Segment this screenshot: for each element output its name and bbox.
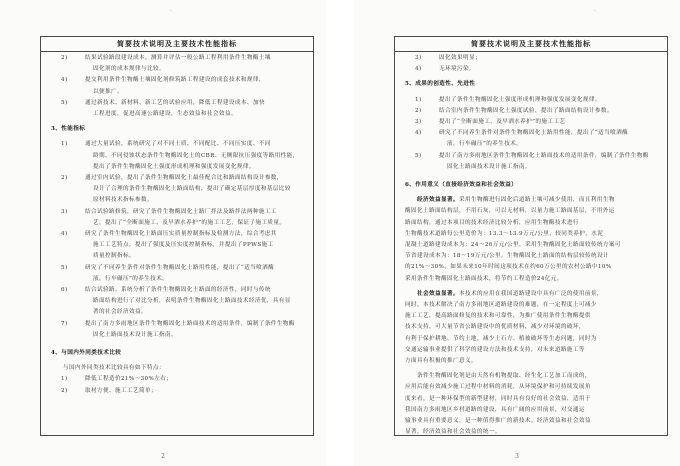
- paragraph-text: 条件生物酶固化剂是由天然有机物提取、经生化工艺加工而成的，: [417, 373, 591, 380]
- page-frame: [394, 36, 668, 436]
- item-text-line: 以便推广。: [93, 88, 123, 95]
- item-text-line: 取材方便、施工工艺简单；: [85, 387, 157, 394]
- paragraph-line: [405, 371, 659, 382]
- paragraph-line: [405, 289, 659, 300]
- item-text-line: 研究了条件生物酶固化土路面压实质量控制指标及检测方法，综合考虑其: [85, 231, 277, 238]
- paragraph-line: [405, 334, 659, 345]
- item-text-line: 路面结构进行了对比分析，表明条件生物酶固化土路面技术经济优，具有显: [93, 298, 291, 305]
- item-number: 2): [415, 107, 422, 114]
- item-number: 5): [61, 264, 68, 271]
- paragraph-text: 有利于保护耕地、节约土地，减少土石方、植被破坏等生态问题，同时为: [405, 335, 597, 342]
- paragraph-text: 本技术的应用在我国道路建设中具有广泛的使用前景，: [458, 290, 603, 297]
- item-text-line: 降低工程造价21%～30%左右；: [85, 376, 173, 383]
- list-item: [51, 374, 305, 385]
- list-item: [405, 95, 659, 106]
- item-text-line: 液，行车碾压”的养生技术。: [447, 141, 523, 148]
- item-text-line: 液，行车碾压”的养生技术。: [93, 275, 169, 282]
- paragraph-line: [405, 240, 659, 251]
- item-number: 2): [61, 55, 68, 61]
- list-item: [405, 53, 659, 64]
- list-item: [405, 151, 659, 173]
- paragraph-text: 方面具有积极的推广意义。: [405, 358, 477, 365]
- list-item: [51, 173, 305, 207]
- paragraph-line: [405, 427, 659, 435]
- list-item: [405, 117, 659, 128]
- paragraph-line: [405, 229, 659, 240]
- paragraph-text: 显著，经济效益和社会效益的统一。: [405, 429, 501, 435]
- item-number: 5): [61, 99, 68, 106]
- item-text-line: 研究了不同养生条件对条件生物酶固化土路用性能，提出了“适当喷洒酶: [439, 130, 629, 137]
- item-text-line: 固化土路面技术设计施工指南。: [93, 331, 177, 338]
- item-text-line: 提交利用条件生物酶土壤固化剂修筑路工程建设的成套技术和规律，: [85, 77, 265, 84]
- paragraph-line: [405, 394, 659, 405]
- item-text-line: 固化剂的成本规律与比较。: [93, 66, 165, 73]
- intro-items: [405, 53, 659, 75]
- item-number: 3): [415, 119, 422, 126]
- paragraph-text: 生物酶技术道路每公里造价为：13.3～13.9万元/公里，较同类养护，水泥: [405, 230, 604, 237]
- section-3-items: [51, 139, 305, 341]
- list-item: [405, 128, 659, 150]
- paragraph-line: [405, 322, 659, 333]
- paragraph-text: 节省建设成本为：18～19万元/公里。生物酶固化土路面的结构层较传统设计: [405, 253, 609, 260]
- paragraph-line: [405, 416, 659, 427]
- page-top-mark: ·: [170, 8, 172, 15]
- item-text-line: 龄期、不同侵蚀状态条件生物酶固化土的CBR、无侧限抗压强度等路用性能，: [93, 152, 299, 159]
- paragraph-line: [405, 382, 659, 393]
- list-item: [51, 53, 305, 75]
- list-item: [405, 106, 659, 117]
- paragraph-text: 同时，本技术解决了南方多雨地区道路建设的难题，在一定程度上可减少: [405, 302, 597, 309]
- section-3-title: 3、性能指标: [51, 126, 86, 133]
- paragraph-text: 混凝土道路建设成本为：24～26万元/公里，采用生物酶固化土路面较传统方案可: [405, 242, 621, 249]
- list-item: [51, 229, 305, 263]
- item-text-line: 提出了条件生物酶固化土强度形成机理和强度发展变化规律。: [93, 163, 255, 170]
- document-page-left: [0, 0, 326, 466]
- item-text-line: 艺，提出了“全断面施工、及早洒水养护”的施工工艺，保证了施工质量。: [93, 219, 286, 226]
- section-5-items: [405, 95, 659, 173]
- item-text-line: 无环境污染。: [439, 66, 475, 73]
- item-number: 1): [415, 96, 422, 103]
- paragraph-line: [405, 274, 659, 285]
- paragraph-line: [405, 262, 659, 273]
- paragraph-line: [405, 356, 659, 367]
- item-number: 5): [415, 152, 422, 159]
- item-number: 2): [61, 387, 68, 394]
- section-4-items: [51, 374, 305, 396]
- list-item: [51, 386, 305, 397]
- item-number: 4): [61, 231, 68, 238]
- item-text-line: 提出了条件生物酶固化土强度形成机理和强度发展变化规律。: [439, 96, 601, 103]
- paragraph-line: [405, 218, 659, 229]
- paragraph-text: 的21%～30%，如果未来10年时间这项技术在约60万公里的农村公路中10%: [405, 264, 612, 271]
- list-item: [51, 207, 305, 229]
- page-body: [51, 53, 305, 435]
- item-text-line: 通过新技术、新材料、新工艺的试验应用，降低工程建设成本、加快: [85, 99, 265, 106]
- page-header-title: 简要技术说明及主要技术性能指标: [395, 37, 667, 52]
- paragraph-text: 应用后能有效减少施工过程中材料的消耗，从环境保护和可持续发展角: [405, 384, 591, 391]
- paragraph-text: 我国南方多雨地区乡村道路的建设，具有广阔的应用前景，对交通运: [405, 406, 585, 413]
- item-text-line: 提出了南方多雨地区条件生物酶固化土路面技术的适用条件，编制了条件生物酶: [439, 152, 649, 159]
- item-number: 3): [61, 208, 68, 215]
- paragraph-line: [405, 251, 659, 262]
- item-number: 3): [415, 55, 422, 61]
- paragraph-line: [405, 311, 659, 322]
- paragraph-text: 施工工艺，提高路面修复的技术和可靠性，为推广使用条件生物酶提供: [405, 313, 591, 320]
- list-item: [51, 319, 305, 341]
- section-6-title: 6、作用意义（直接经济效益和社会效益）: [405, 182, 518, 189]
- item-number: 4): [415, 130, 422, 137]
- paragraph-lead-label: 社会效益显著。: [417, 290, 459, 297]
- item-text-line: 固化效果明显；: [439, 55, 481, 61]
- item-number: 1): [61, 141, 68, 148]
- item-text-line: 结合试验路修筑，研究了条件生物酶固化土路厂拌法及路拌法两种施工工: [85, 208, 277, 215]
- item-text-line: 质量控制指标。: [93, 253, 135, 260]
- item-text-line: 结果试验路段建设成本，测算并评估一般公路工程利用条件生物酶土壤: [85, 55, 271, 61]
- section-4-intro: 与国内外同类技术比较具有如下特点：: [63, 365, 165, 372]
- item-text-line: 设计了合理的条件生物酶固化土路面结构，提出了确定基层厚度和基层比较: [93, 186, 291, 193]
- item-text-line: 研究了不同养生条件对条件生物酶固化土路用性能，提出了“适当喷洒酶: [85, 264, 275, 271]
- section-4-title: 4、与国内外同类技术比较: [51, 350, 122, 357]
- item-text-line: 提出了“全断面施工、及早洒水养护”的施工工艺: [439, 119, 566, 126]
- list-item: [51, 285, 305, 319]
- page-body: [405, 53, 659, 435]
- paragraph-line: [405, 195, 659, 206]
- social-benefit-paragraph: [405, 289, 659, 367]
- intro-items: [51, 53, 305, 120]
- paragraph-text: 酶固化土路面结构层，不用石灰，可以无材料，以量力施工路面基层，不用外运: [405, 208, 615, 215]
- paragraph-line: [405, 300, 659, 311]
- list-item: [405, 64, 659, 75]
- paragraph-text: 交通运输事业提供了科学的建设方法和技术支持，对未来道路施工等: [405, 346, 585, 353]
- paragraph-text: 度来看，是一种环保型的新型建材，同时具有良好的社会效益，适用于: [405, 395, 591, 402]
- item-text-line: 结合室内条件生物酶固化土强度试验，提出了路面结构设计参数。: [439, 107, 613, 114]
- paragraph-text: 路面结构。通过本项目的技术经济比较分析，应用生物酶技术进行: [405, 219, 579, 226]
- item-number: 6): [61, 287, 68, 294]
- list-item: [51, 139, 305, 173]
- list-item: [51, 75, 305, 97]
- item-number: 7): [61, 320, 68, 327]
- item-text-line: 固化土路面技术设计施工指南。: [447, 163, 531, 170]
- item-text-line: 原材料技术指标参数。: [93, 197, 153, 204]
- page-frame: [40, 36, 314, 436]
- paragraph-line: [405, 345, 659, 356]
- paragraph-line: [405, 206, 659, 217]
- page-number: 2: [161, 453, 165, 460]
- section-5-title: 5、成果的创造性、先进性: [405, 81, 476, 88]
- list-item: [51, 98, 305, 120]
- item-text-line: 通过室内试验，提出了条件生物酶固化土最佳配合比和路面结构设计参数，: [85, 175, 283, 182]
- paragraph-text: 采用条件生物酶固化土路面技术，将节约工程造价24亿元。: [405, 275, 563, 282]
- document-page-right: [354, 0, 680, 466]
- page-number: 3: [515, 453, 519, 460]
- item-text-line: 通过大量试验，系统研究了对不同土质、不同配比、不同压实度、不同: [85, 141, 271, 148]
- item-text-line: 施工工艺特点，提出了强度及压实度控制指标，并提出了PPWS施工: [93, 242, 274, 249]
- paragraph-text: 采用生物酶进行固化后道路土壤可减少使用，而且利用生物: [458, 197, 615, 204]
- item-text-line: 工程进度，促进高速公路建设，生态效益和社会效益。: [93, 111, 237, 118]
- item-number: 1): [61, 376, 68, 383]
- item-text-line: 提出了南方多雨地区条件生物酶固化土路面技术的适用条件，编制了条件生物酶: [85, 320, 295, 327]
- paragraph-lead-label: 经济效益显著。: [417, 197, 459, 204]
- economic-benefit-paragraph: [405, 195, 659, 285]
- item-number: 4): [415, 66, 422, 73]
- paragraph-text: 输事业具有重要意义，是一种值得推广的新技术。经济效益和社会效益: [405, 418, 591, 425]
- item-text-line: 结合试验路、系统分析了条件生物酶固化土路面的经济性，同时与传统: [85, 287, 271, 294]
- paragraph-line: [405, 405, 659, 416]
- item-number: 4): [61, 77, 68, 84]
- list-item: [51, 263, 305, 285]
- page-header-title: 简要技术说明及主要技术性能指标: [41, 37, 313, 52]
- item-number: 2): [61, 175, 68, 182]
- paragraph-text: 技术支持，可大量节省公路建设中的优质材料，减少对环境的破坏，: [405, 324, 585, 331]
- closing-paragraph: [405, 371, 659, 435]
- page-top-mark: ·: [594, 8, 596, 15]
- item-text-line: 著的社会经济效益。: [93, 309, 147, 316]
